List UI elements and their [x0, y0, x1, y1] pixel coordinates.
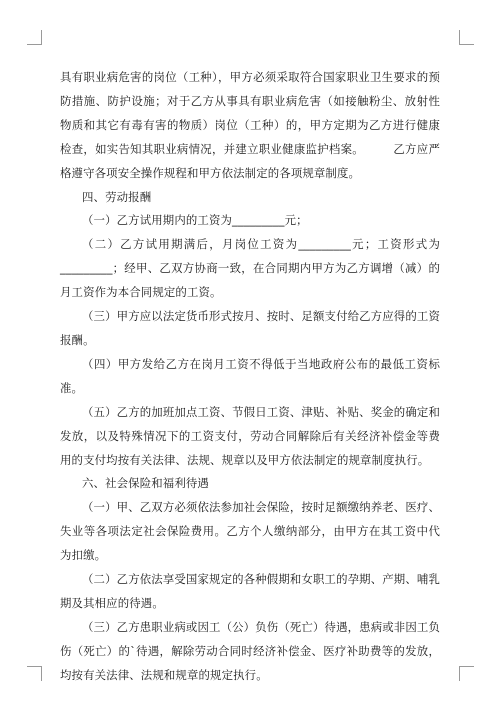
paragraph-insurance-contribution: （一）甲、乙双方必须依法参加社会保险，按时足额缴纳养老、医疗、失业等各项法定社会保险费用。乙方个人缴纳部分，由甲方在其工资中代为扣缴。	[60, 500, 440, 563]
paragraph-probation-wage: （一）乙方试用期内的工资为_________元；	[82, 213, 308, 228]
paragraph-post-probation-wage: （二）乙方试用期满后，月岗位工资为_________元；工资形式为_________；经甲、乙双方协商一致，在合同期内甲方为乙方调增（减）的月工资作为本合同规定的工资。	[60, 237, 440, 300]
crop-mark-bottom-left	[27, 666, 42, 681]
paragraph-occupational-injury: （三）乙方患职业病或因工（公）负伤（死亡）待遇，患病或非因工负伤（死亡）的`待遇，解除劳动合同时经济补偿金、医疗补助费等的发放，均按有关法律、法规和规章的规定执行。	[60, 619, 440, 682]
section-heading-social-insurance: 六、社会保险和福利待遇	[82, 476, 209, 491]
paragraph-wage-payment: （三）甲方应以法定货币形式按月、按时、足额支付给乙方应得的工资报酬。	[60, 309, 440, 347]
section-heading-labor-remuneration: 四、劳动报酬	[82, 189, 152, 204]
paragraph-leave-benefits: （二）乙方依法享受国家规定的各种假期和女职工的孕期、产期、哺乳期及其相应的待遇。	[60, 572, 440, 610]
crop-mark-bottom-right	[459, 666, 474, 681]
crop-mark-top-right	[459, 30, 474, 45]
document-body	[60, 66, 440, 688]
paragraph-overtime-bonus: （五）乙方的加班加点工资、节假日工资、津贴、补贴、奖金的确定和发放，以及特殊情况下的工资支付，劳动合同解除后有关经济补偿金等费用的支付均按有关法律、法规、规章以及甲方依法制定的规章制度执行。	[60, 404, 440, 467]
crop-mark-top-left	[27, 30, 42, 45]
paragraph-health-safety: 具有职业病危害的岗位（工种），甲方必须采取符合国家职业卫生要求的预防措施、防护设施；对于乙方从事具有职业病危害（如接触粉尘、放射性物质和其它有毒有害的物质）岗位（工种）的，甲方定期为乙方进行健康检查，如实告知其职业病情况，并建立职业健康监护档案。 乙方应严格遵守各项安全操作规程和甲方依法制定的各项规章制度。	[60, 70, 440, 180]
paragraph-minimum-wage: （四）甲方发给乙方在岗月工资不得低于当地政府公布的最低工资标准。	[60, 356, 440, 395]
